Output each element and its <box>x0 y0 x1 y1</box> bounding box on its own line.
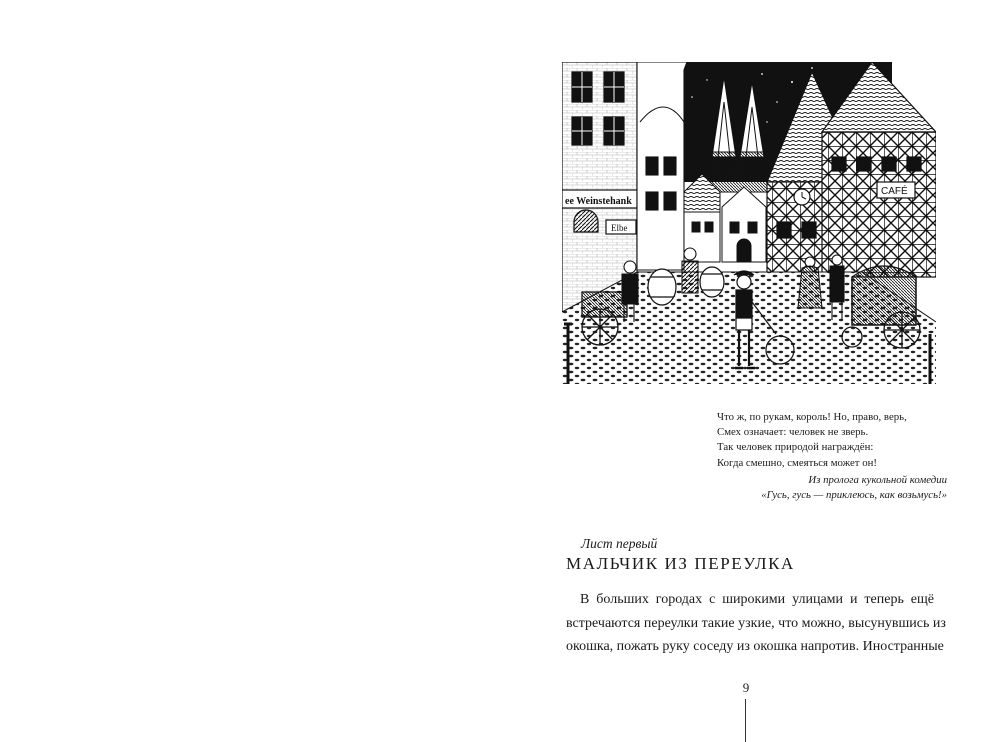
page-number: 9 <box>742 680 750 695</box>
illustration-svg <box>562 62 936 384</box>
body-line: встречаются переулки такие узкие, что можно, высунувшись из <box>566 615 946 631</box>
mid-left-building <box>637 62 687 270</box>
street-scene-illustration <box>562 62 936 384</box>
epigraph-line: Что ж, по рукам, король! Но, право, верь, <box>717 411 907 423</box>
chapter-title: МАЛЬЧИК ИЗ ПЕРЕУЛКА <box>566 554 795 573</box>
chapter-label: Лист первый <box>581 536 658 551</box>
epigraph-line: Так человек природой награждён: <box>717 441 874 454</box>
epigraph-source: Из пролога кукольной комедии <box>808 473 947 486</box>
page-rule <box>745 699 746 742</box>
epigraph-line: Когда смешно, смеяться может он! <box>717 456 877 469</box>
epigraph-source: «Гусь, гусь — приклеюсь, как возьмусь!» <box>761 489 947 502</box>
body-text <box>566 588 946 659</box>
body-line: окошка, пожать руку соседу из окошка напротив. Иностранные <box>566 639 944 654</box>
epigraph-line: Смех означает: человек не зверь. <box>717 426 869 439</box>
epigraph <box>717 410 947 503</box>
weinstube-sign: ee Weinstehank <box>565 196 632 207</box>
body-line: В больших городах с широкими улицами и теперь ещё <box>580 592 934 607</box>
elbe-sign: Elbe <box>611 223 628 233</box>
cafe-sign: CAFÉ <box>881 186 908 197</box>
